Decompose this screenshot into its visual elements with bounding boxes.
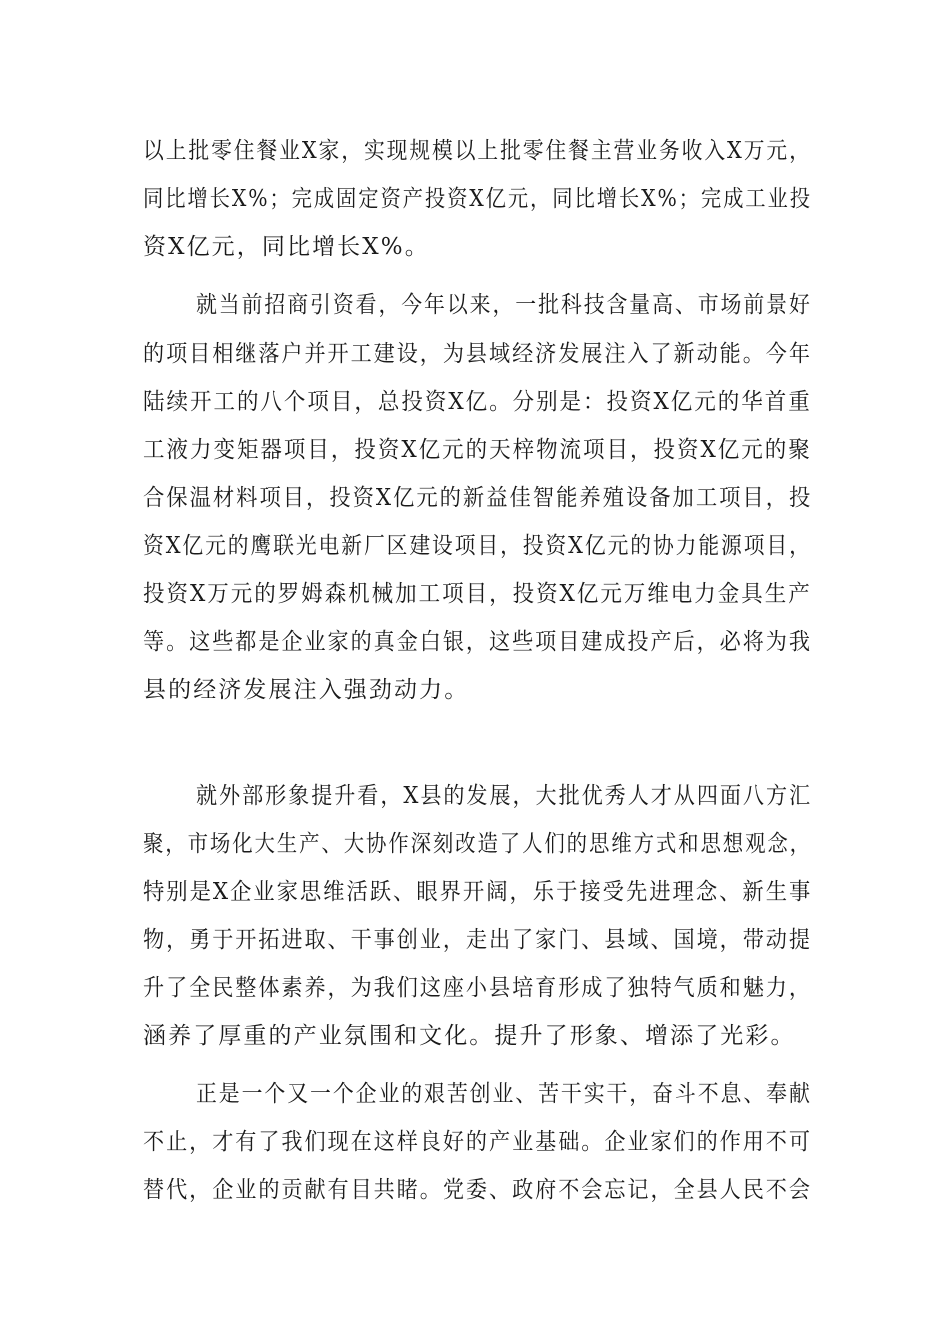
text-line: 等。这些都是企业家的真金白银，这些项目建成投产后，必将为我 xyxy=(143,629,812,655)
text-line: 的项目相继落户并开工建设，为县域经济发展注入了新动能。今年 xyxy=(143,341,812,367)
text-line: 合保温材料项目，投资X亿元的新益佳智能养殖设备加工项目，投 xyxy=(143,485,813,511)
text-line: 物，勇于开拓进取、干事创业，走出了家门、县域、国境，带动提 xyxy=(143,927,812,953)
text-line: 就当前招商引资看，今年以来，一批科技含量高、市场前景好 xyxy=(196,292,812,318)
text-line: 特别是X企业家思维活跃、眼界开阔，乐于接受先进理念、新生事 xyxy=(143,879,813,905)
text-line: 以上批零住餐业X家，实现规模以上批零住餐主营业务收入X万元， xyxy=(143,138,812,164)
text-line: 不止，才有了我们现在这样良好的产业基础。企业家们的作用不可 xyxy=(143,1129,812,1155)
text-line: 涵养了厚重的产业氛围和文化。提升了形象、增添了光彩。 xyxy=(143,1023,796,1049)
text-line: 工液力变矩器项目，投资X亿元的天梓物流项目，投资X亿元的聚 xyxy=(143,437,812,463)
text-line: 就外部形象提升看，X县的发展，大批优秀人才从四面八方汇 xyxy=(196,783,813,809)
text-line: 投资X万元的罗姆森机械加工项目，投资X亿元万维电力金具生产 xyxy=(143,581,812,607)
text-line: 陆续开工的八个项目，总投资X亿。分别是：投资X亿元的华首重 xyxy=(143,389,812,415)
text-line: 资X亿元的鹰联光电新厂区建设项目，投资X亿元的协力能源项目， xyxy=(143,533,812,559)
text-line: 正是一个又一个企业的艰苦创业、苦干实干，奋斗不息、奉献 xyxy=(196,1081,812,1107)
text-line: 同比增长X%；完成固定资产投资X亿元，同比增长X%；完成工业投 xyxy=(143,186,812,212)
text-line: 替代，企业的贡献有目共睹。党委、政府不会忘记，全县人民不会 xyxy=(143,1177,812,1203)
text-line: 聚，市场化大生产、大协作深刻改造了人们的思维方式和思想观念， xyxy=(143,831,812,857)
text-line: 升了全民整体素养，为我们这座小县培育形成了独特气质和魅力， xyxy=(143,975,812,1001)
text-line: 县的经济发展注入强劲动力。 xyxy=(143,677,470,703)
text-line: 资X亿元，同比增长X%。 xyxy=(143,234,430,260)
